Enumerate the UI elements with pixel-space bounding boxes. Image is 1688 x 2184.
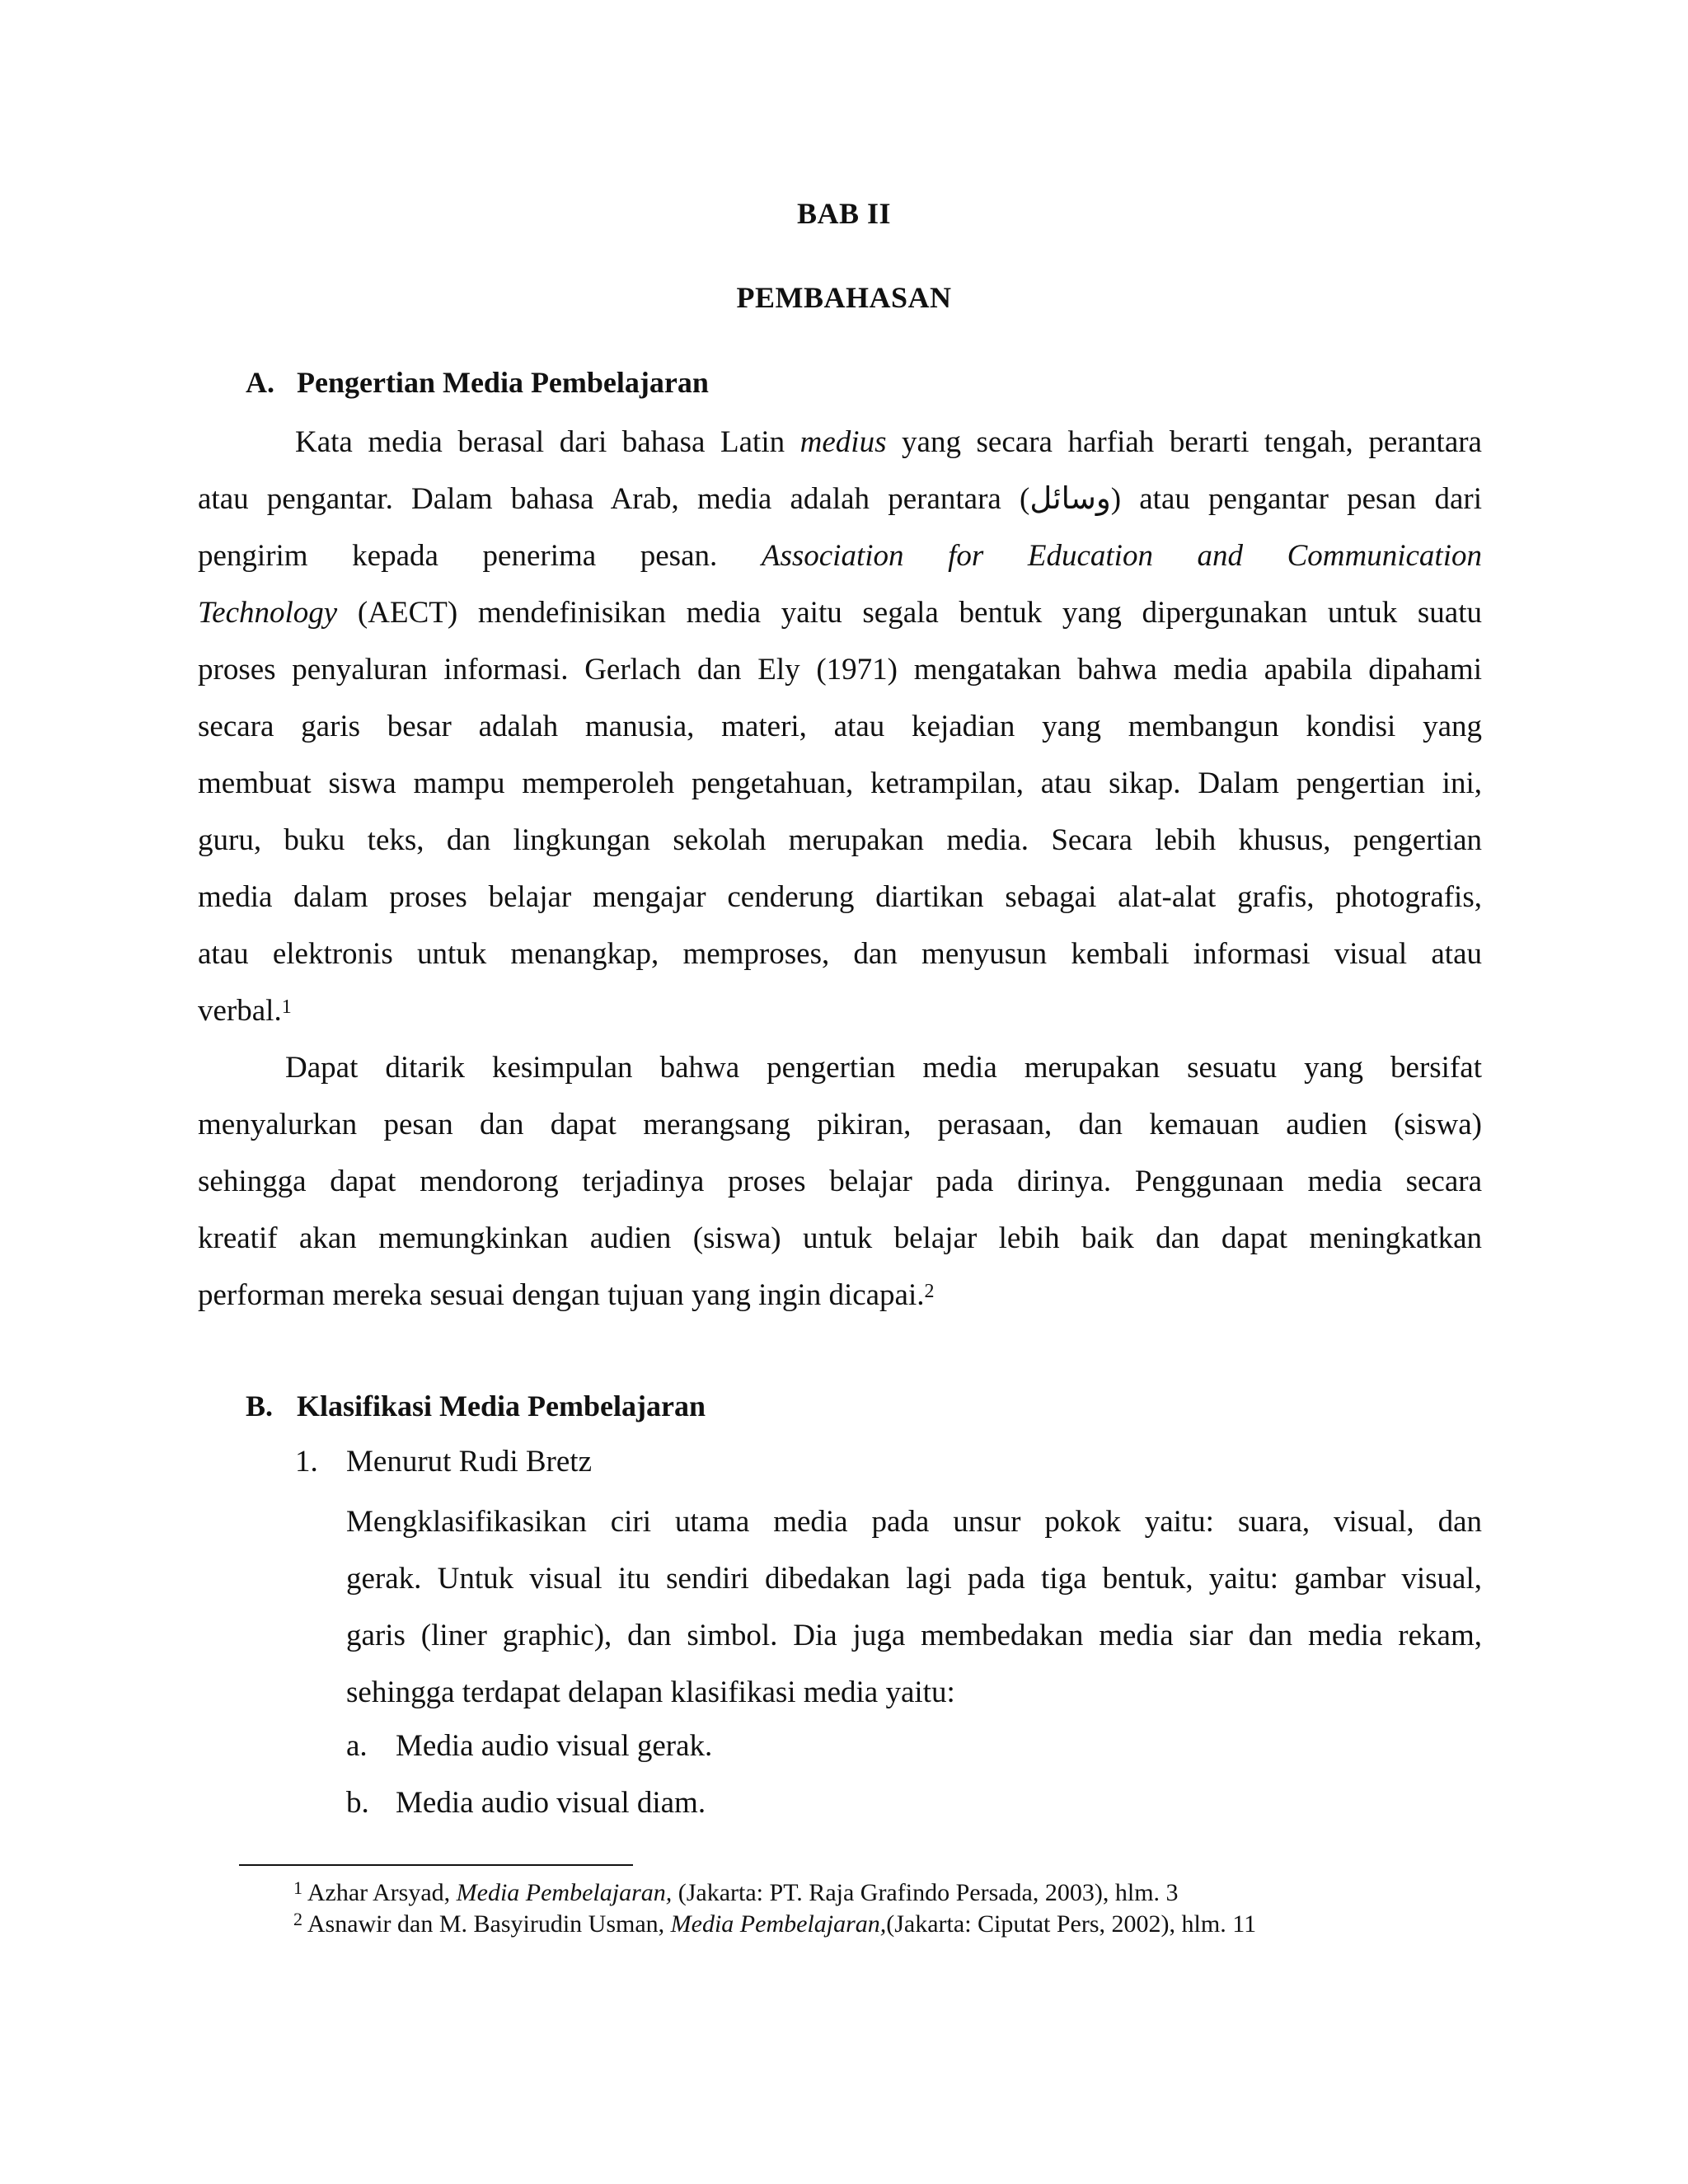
para1-footnote-ref: 1: [281, 996, 292, 1018]
footnote-2-publisher: (Jakarta: Ciputat Pers, 2002), hlm. 11: [886, 1910, 1257, 1938]
para2-footnote-ref: 2: [924, 1281, 935, 1302]
section-b-title: Klasifikasi Media Pembelajaran: [297, 1390, 706, 1422]
footnote-2-number: 2: [293, 1909, 302, 1929]
para2-line: menyalurkan pesan dan dapat merangsang pikiran, perasaan, dan kemauan audien (siswa): [198, 1108, 1482, 1141]
para1-line: Kata media berasal dari bahasa Latin medius yang secara harfiah berarti tengah, perantara: [295, 425, 1482, 459]
footnote-2-title: Media Pembelajaran,: [670, 1910, 887, 1938]
footnote-separator: [239, 1864, 633, 1866]
section-a-paragraph-2: [198, 1039, 1482, 1324]
footnote-1-title: Media Pembelajaran,: [456, 1879, 673, 1906]
list-item-1-body: [346, 1493, 1482, 1721]
item1-line: gerak. Untuk visual itu sendiri dibedakan lagi pada tiga bentuk, yaitu: gambar visual,: [346, 1562, 1482, 1596]
para1-line: verbal.$^1$: [198, 994, 292, 1028]
section-b-heading: [246, 1389, 706, 1423]
list-item-1-number: 1.: [295, 1445, 318, 1479]
para2-line: performan mereka sesuai dengan tujuan yang ingin dicapai.$^2$: [198, 1278, 935, 1312]
footnote-1-number: 1: [293, 1877, 302, 1898]
section-a-heading: [246, 365, 709, 400]
sub-item-b-text: Media audio visual diam.: [396, 1786, 706, 1820]
chapter-title: PEMBAHASAN: [736, 281, 952, 314]
para1-line: atau pengantar. Dalam bahasa Arab, media adalah perantara (وسائل) atau pengantar pesan dari: [198, 482, 1482, 516]
para2-line: kreatif akan memungkinkan audien (siswa) untuk belajar lebih baik dan dapat meningkatkan: [198, 1221, 1482, 1255]
para1-line: secara garis besar adalah manusia, materi, atau kejadian yang membangun kondisi yang: [198, 710, 1482, 743]
sub-item-b-letter: b.: [346, 1786, 369, 1820]
footnote-2-author: Asnawir dan M. Basyirudin Usman,: [307, 1910, 671, 1938]
footnote-1-publisher: (Jakarta: PT. Raja Grafindo Persada, 2003), hlm. 3: [672, 1879, 1179, 1906]
para1-line: pengirim kepada penerima pesan. Association for Education and Communication: [198, 539, 1482, 573]
section-a-paragraph-1: [198, 414, 1482, 1039]
para1-line: media dalam proses belajar mengajar cenderung diartikan sebagai alat-alat grafis, photografis,: [198, 880, 1482, 914]
chapter-number: BAB II: [796, 197, 892, 230]
footnote-1-author: Azhar Arsyad,: [307, 1879, 457, 1906]
para2-line: sehingga dapat mendorong terjadinya proses belajar pada dirinya. Penggunaan media secara: [198, 1165, 1482, 1198]
item1-line: Mengklasifikasikan ciri utama media pada unsur pokok yaitu: suara, visual, dan: [346, 1505, 1482, 1539]
para1-line: atau elektronis untuk menangkap, memproses, dan menyusun kembali informasi visual atau: [198, 937, 1482, 971]
sub-item-a-text: Media audio visual gerak.: [396, 1729, 713, 1763]
item1-line: sehingga terdapat delapan klasifikasi media yaitu:: [346, 1675, 955, 1709]
section-b-letter: B.: [246, 1390, 274, 1422]
para1-line: membuat siswa mampu memperoleh pengetahuan, ketrampilan, atau sikap. Dalam pengertian ini,: [198, 766, 1482, 800]
footnote-1: [293, 1879, 1179, 1907]
para1-line: Technology (AECT) mendefinisikan media yaitu segala bentuk yang dipergunakan untuk suatu: [198, 596, 1482, 630]
item1-line: garis (liner graphic), dan simbol. Dia juga membedakan media siar dan media rekam,: [346, 1619, 1482, 1652]
para1-line: guru, buku teks, dan lingkungan sekolah merupakan media. Secara lebih khusus, pengertian: [198, 823, 1482, 857]
sub-item-b: [346, 1785, 706, 1821]
section-a-letter: A.: [246, 366, 274, 399]
section-a-title: Pengertian Media Pembelajaran: [297, 366, 709, 399]
list-item-1: [295, 1444, 592, 1479]
para1-line: proses penyaluran informasi. Gerlach dan Ely (1971) mengatakan bahwa media apabila dipahami: [198, 653, 1482, 687]
sub-item-a-letter: a.: [346, 1729, 368, 1763]
list-item-1-title: Menurut Rudi Bretz: [346, 1445, 593, 1479]
sub-item-a: [346, 1728, 712, 1764]
para2-line: Dapat ditarik kesimpulan bahwa pengertian media merupakan sesuatu yang bersifat: [285, 1051, 1482, 1085]
footnote-2: [293, 1910, 1256, 1938]
